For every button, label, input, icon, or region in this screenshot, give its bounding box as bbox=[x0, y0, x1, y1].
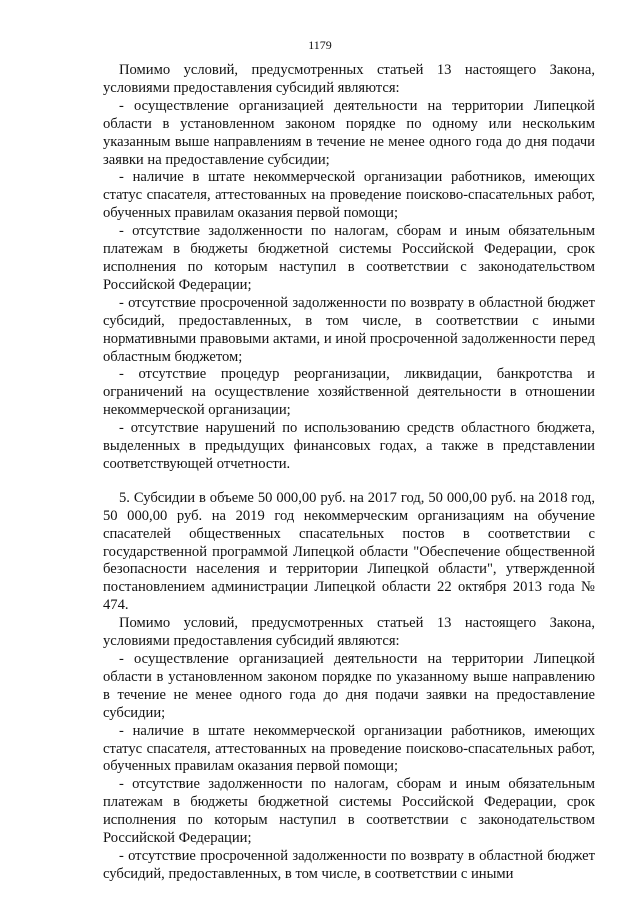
paragraph-subsidy-item-5: 5. Субсидии в объеме 50 000,00 руб. на 2017 год, 50 000,00 руб. на 2018 год, 50 000,00 руб. на 2019 год некоммерческим организациям на обучение спасателей общественных спасательных постов в соответствии с государственной программой Липецкой области "Обеспечение общественной безопасности населения и территории Липецкой области", утвержденной постановлением администрации Липецкой области 22 октября 2013 года № 474. bbox=[103, 489, 595, 614]
paragraph-overdue-debt-condition-1: - отсутствие просроченной задолженности по возврату в областной бюджет субсидий, предоставленных, в том числе, в соответствии с иными нормативными правовыми актами, и иной просроченной задолженности перед областным бюджетом; bbox=[103, 294, 595, 365]
paragraph-activity-condition-2: - осуществление организацией деятельности на территории Липецкой области в установленном законом порядке по указанному выше направлению в течение не менее одного года до дня подачи заявки на предоставление субсидии; bbox=[103, 651, 595, 721]
page-number: 1179 bbox=[308, 38, 332, 52]
paragraph-overdue-debt-condition-2: - отсутствие просроченной задолженности по возврату в областной бюджет субсидий, предоставленных, в том числе, в соответствии с иными bbox=[103, 847, 595, 882]
paragraph-staff-condition-2: - наличие в штате некоммерческой организации работников, имеющих статус спасателя, аттестованных на проведение поисково-спасательных работ, обученных правилам оказания первой помощи; bbox=[103, 722, 595, 775]
paragraph-conditions-intro-2: Помимо условий, предусмотренных статьей 13 настоящего Закона, условиями предоставления субсидий являются: bbox=[103, 615, 595, 650]
paragraph-conditions-intro-1: Помимо условий, предусмотренных статьей 13 настоящего Закона, условиями предоставления субсидий являются: bbox=[103, 62, 595, 96]
paragraph-activity-condition-1: - осуществление организацией деятельности на территории Липецкой области в установленном законом порядке по одному или нескольким указанным выше направлениям в течение не менее одного года до дня подачи заявки на предоставление субсидии; bbox=[103, 97, 595, 168]
document-body bbox=[103, 62, 595, 884]
paragraph-staff-condition-1: - наличие в штате некоммерческой организации работников, имеющих статус спасателя, аттестованных на проведение поисково-спасательных работ, обученных правилам оказания первой помощи; bbox=[103, 169, 595, 222]
paragraph-tax-debt-condition-2: - отсутствие задолженности по налогам, сборам и иным обязательным платежам в бюджеты бюджетной системы Российской Федерации, срок исполнения по которым наступил в соответствии с законодательством Российской Федерации; bbox=[103, 776, 595, 847]
paragraph-gap bbox=[103, 474, 595, 490]
paragraph-budget-violation-condition: - отсутствие нарушений по использованию средств областного бюджета, выделенных в предыдущих финансовых годах, а также в представлении соответствующей отчетности. bbox=[103, 420, 595, 472]
paragraph-reorganization-condition: - отсутствие процедур реорганизации, ликвидации, банкротства и ограничений на осуществление хозяйственной деятельности в отношении некоммерческой организации; bbox=[103, 366, 595, 419]
paragraph-tax-debt-condition-1: - отсутствие задолженности по налогам, сборам и иным обязательным платежам в бюджеты бюджетной системы Российской Федерации, срок исполнения по которым наступил в соответствии с законодательством Российской Федерации; bbox=[103, 223, 595, 293]
